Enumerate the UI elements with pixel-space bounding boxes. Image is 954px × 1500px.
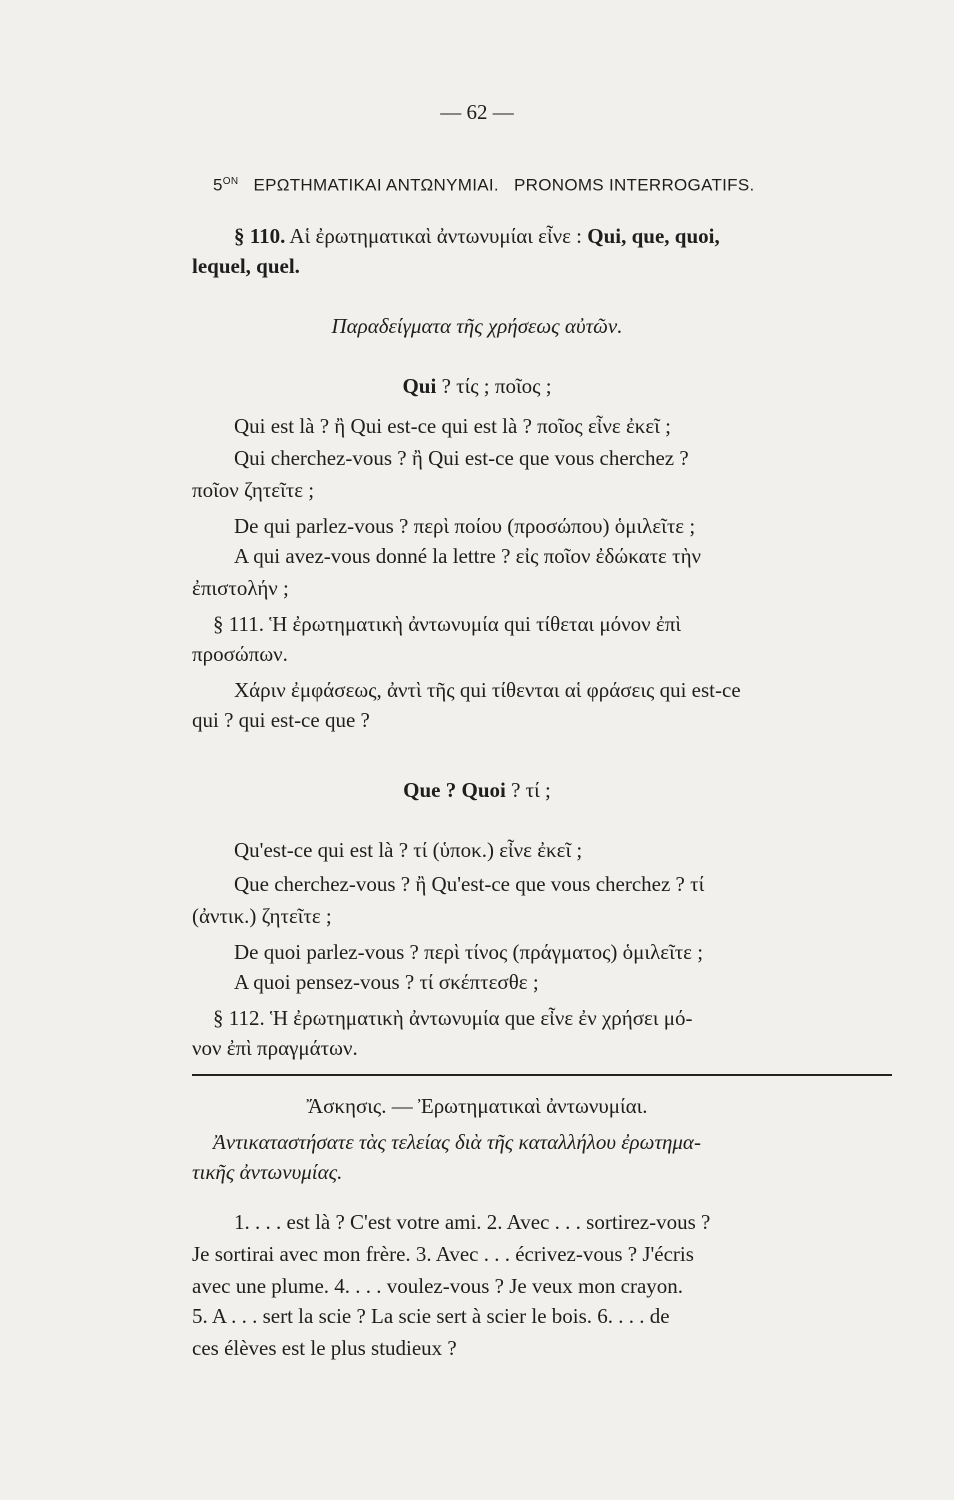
qui-heading xyxy=(0,372,954,400)
exercise-instruction-line: Ἀντικαταστήσατε τὰς τελείας διὰ τῆς καταλλήλου ἐρωτημα- xyxy=(213,1130,701,1154)
que-heading-rest: ? τί ; xyxy=(505,778,551,802)
paragraph-112-line2: νον ἐπὶ πραγμάτων. xyxy=(192,1036,358,1060)
qui-example-line: Qui est là ? ἢ Qui est-ce qui est là ? ποῖος εἶνε ἐκεῖ ; xyxy=(234,414,671,438)
paragraph-111-line4: qui ? qui est-ce que ? xyxy=(192,708,370,732)
page-number: — 62 — xyxy=(440,100,514,124)
que-example-line: Qu'est-ce qui est là ? τί (ὑποκ.) εἶνε ἐκεῖ ; xyxy=(234,838,583,862)
section-number-sup: ON xyxy=(222,176,239,187)
paragraph-111-line2: προσώπων. xyxy=(192,642,288,666)
qui-heading-rest: ? τίς ; ποῖος ; xyxy=(436,374,552,398)
que-example-line: Que cherchez-vous ? ἢ Qu'est-ce que vous cherchez ? τί xyxy=(234,872,705,896)
paragraph-110-line2: lequel, quel. xyxy=(192,254,300,278)
qui-heading-bold: Qui xyxy=(402,374,437,398)
que-heading-bold: Que ? Quoi xyxy=(403,778,506,802)
que-example-line: (ἀντικ.) ζητεῖτε ; xyxy=(192,904,332,928)
exercise-line: 5. A . . . sert la scie ? La scie sert à scier le bois. 6. . . . de xyxy=(192,1304,670,1328)
examples-title: Παραδείγματα τῆς χρήσεως αὐτῶν. xyxy=(331,314,623,338)
qui-example-line: De qui parlez-vous ? περὶ ποίου (προσώπου) ὁμιλεῖτε ; xyxy=(234,514,696,538)
exercise-line: Je sortirai avec mon frère. 3. Avec . . . écrivez-vous ? J'écris xyxy=(192,1242,694,1266)
qui-example-line: ποῖον ζητεῖτε ; xyxy=(192,478,315,502)
paragraph-110-pronouns: Qui, que, quoi, xyxy=(582,224,720,248)
exercise-title: Ἄσκησις. — Ἐρωτηματικαὶ ἀντωνυμίαι. xyxy=(306,1094,648,1118)
qui-example-line: Qui cherchez-vous ? ἢ Qui est-ce que vous cherchez ? xyxy=(234,446,689,470)
exercise-line: ces élèves est le plus studieux ? xyxy=(192,1336,457,1360)
exercise-instruction-line: τικῆς ἀντωνυμίας. xyxy=(192,1160,343,1184)
paragraph-111-line1: § 111. Ἡ ἐρωτηματικὴ ἀντωνυμία qui τίθεται μόνον ἐπὶ xyxy=(213,612,681,636)
section-divider xyxy=(192,1074,892,1076)
paragraph-110-number: § 110. xyxy=(234,224,286,248)
qui-example-line: Α qui avez-vous donné la lettre ? εἰς ποῖον ἐδώκατε τὴν xyxy=(234,544,702,568)
que-example-line: Α quoi pensez-vous ? τί σκέπτεσθε ; xyxy=(234,970,539,994)
exercise-line: avec une plume. 4. . . . voulez-vous ? Je veux mon crayon. xyxy=(192,1274,684,1298)
section-heading xyxy=(213,168,893,200)
que-example-line: De quoi parlez-vous ? περὶ τίνος (πράγματος) ὁμιλεῖτε ; xyxy=(234,940,704,964)
qui-example-line: ἐπιστολήν ; xyxy=(192,576,289,600)
exercise-line: 1. . . . est là ? C'est votre ami. 2. Avec . . . sortirez-vous ? xyxy=(234,1210,711,1234)
section-heading-greek: ΕΡΩΤΗΜΑΤΙΚΑΙ ΑΝΤΩΝΥΜΙΑΙ. xyxy=(253,175,499,195)
section-number: 5 xyxy=(213,175,223,195)
paragraph-112-line1: § 112. Ἡ ἐρωτηματικὴ ἀντωνυμία que εἶνε ἐν χρήσει μό- xyxy=(213,1006,693,1030)
section-heading-french: PRONOMS INTERROGATIFS. xyxy=(514,175,755,195)
paragraph-110-greek: Αἱ ἐρωτηματικαὶ ἀντωνυμίαι εἶνε : xyxy=(285,224,583,248)
que-heading xyxy=(0,776,954,804)
paragraph-110-line1 xyxy=(234,222,892,250)
paragraph-111-line3: Χάριν ἐμφάσεως, ἀντὶ τῆς qui τίθενται αἱ φράσεις qui est-ce xyxy=(234,678,741,702)
